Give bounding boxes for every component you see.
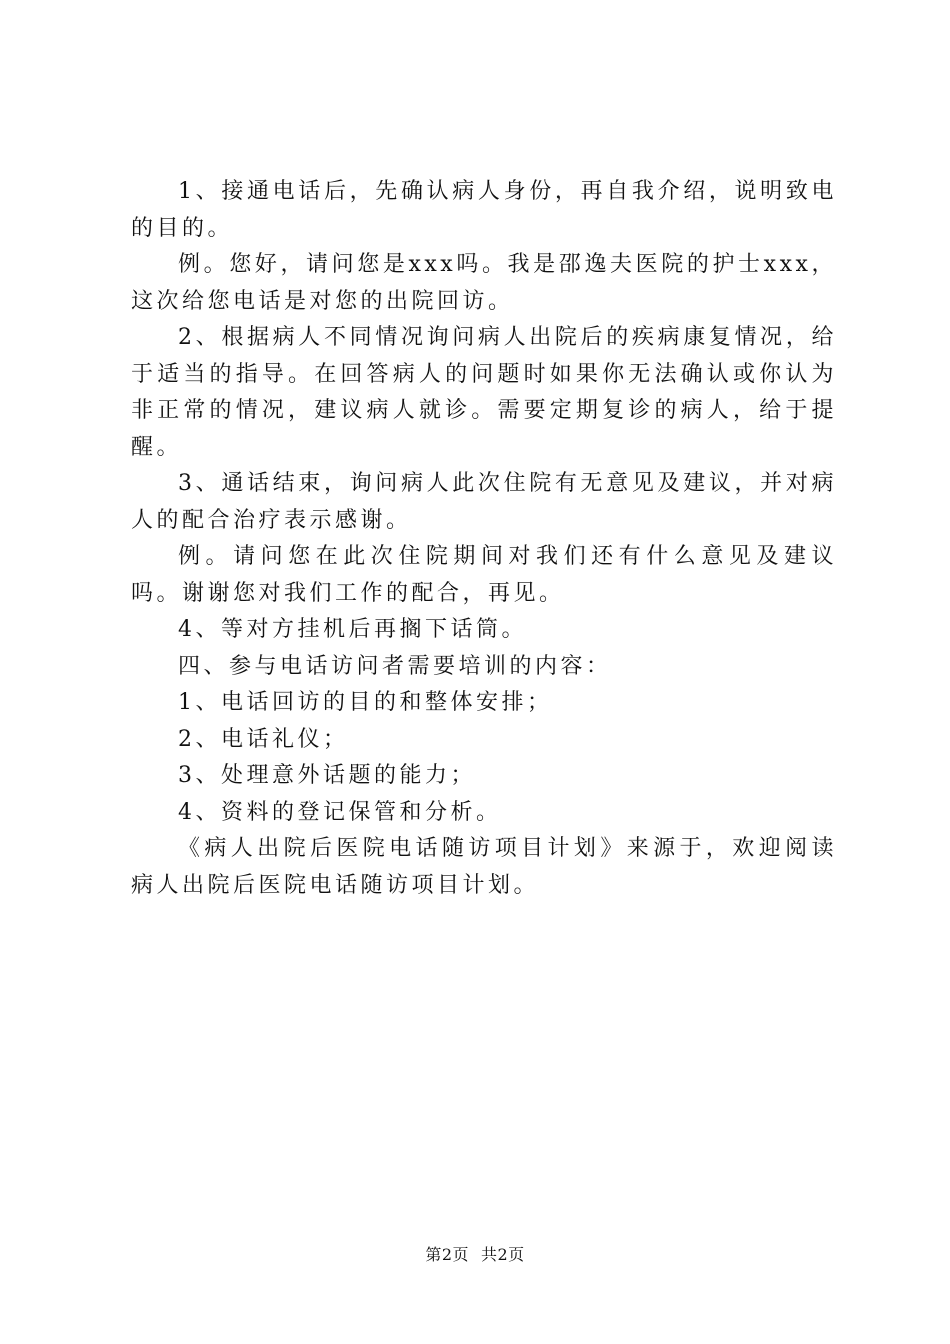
page-total: 共2页 — [481, 1245, 525, 1264]
paragraph-step-1: 1、接通电话后，先确认病人身份，再自我介绍，说明致电的目的。 — [131, 179, 837, 241]
document-body — [131, 174, 837, 904]
list-item-training-1: 1、电话回访的目的和整体安排； — [178, 690, 553, 715]
paragraph-step-2: 2、根据病人不同情况询问病人出院后的疾病康复情况，给于适当的指导。在回答病人的问题时如果你无法确认或你认为非正常的情况，建议病人就诊。需要定期复诊的病人，给于提醒。 — [131, 325, 837, 460]
section-heading-training: 四、参与电话访问者需要培训的内容： — [178, 653, 612, 679]
paragraph-step-3: 3、通话结束，询问病人此次住院有无意见及建议，并对病人的配合治疗表示感谢。 — [131, 471, 837, 533]
paragraph-example-greeting: 例。您好，请问您是xxx吗。我是邵逸夫医院的护士xxx，这次给您电话是对您的出院回访。 — [131, 252, 837, 314]
paragraph-step-4: 4、等对方挂机后再搁下话筒。 — [178, 617, 527, 642]
page-number: 第2页 — [425, 1245, 469, 1264]
paragraph-example-closing: 例。请问您在此次住院期间对我们还有什么意见及建议吗。谢谢您对我们工作的配合，再见。 — [131, 544, 837, 606]
list-item-training-3: 3、处理意外话题的能力； — [178, 763, 476, 788]
source-note: 《病人出院后医院电话随访项目计划》来源于，欢迎阅读病人出院后医院电话随访项目计划。 — [131, 836, 837, 898]
page-footer — [0, 1242, 950, 1265]
list-item-training-4: 4、资料的登记保管和分析。 — [178, 799, 502, 825]
list-item-training-2: 2、电话礼仪； — [178, 726, 349, 752]
